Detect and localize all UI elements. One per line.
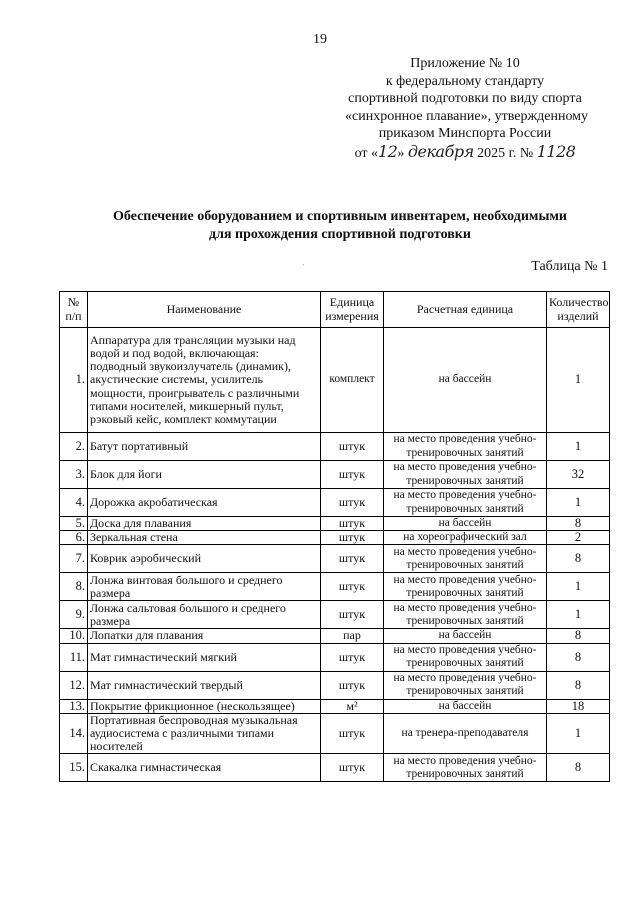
row-num: 5. — [60, 517, 88, 531]
page-number: 19 — [313, 32, 327, 47]
table-row — [60, 573, 610, 601]
row-qty: 1 — [547, 433, 610, 461]
row-calc: на место проведения учебно-тренировочных занятий — [384, 489, 547, 517]
row-calc: на бассейн — [384, 629, 547, 643]
row-name: Дорожка акробатическая — [88, 489, 321, 517]
row-qty: 1 — [547, 489, 610, 517]
row-num: 8. — [60, 573, 88, 601]
appendix-line-2: к федеральному стандарту — [385, 73, 545, 89]
document-title — [60, 208, 620, 244]
row-num: 6. — [60, 531, 88, 545]
table-row — [60, 433, 610, 461]
row-num: 10. — [60, 629, 88, 643]
header-num: № п/п — [60, 292, 88, 328]
row-qty: 2 — [547, 531, 610, 545]
row-num: 1. — [60, 328, 88, 433]
table-row — [60, 629, 610, 643]
row-qty: 8 — [547, 517, 610, 531]
row-unit: штук — [321, 671, 384, 699]
row-num: 4. — [60, 489, 88, 517]
table-row — [60, 517, 610, 531]
scan-speck: ´ — [302, 263, 305, 272]
table-row — [60, 531, 610, 545]
table-label: Таблица № 1 — [531, 259, 608, 274]
row-qty: 1 — [547, 573, 610, 601]
row-name: Покрытие фрикционное (нескользящее) — [88, 699, 321, 713]
appendix-block — [345, 55, 589, 162]
row-name: Скакалка гимнастическая — [88, 754, 321, 782]
row-name: Аппаратура для трансляции музыки над водой и под водой, включающая: подводный звукоизлучатель (динамик), акустические системы, усилитель мощности, проигрыватель с различными типами носителей, микшерный пульт, рэковый кейс, комплект коммутации — [88, 328, 321, 433]
order-date-line — [345, 143, 585, 163]
row-qty: 18 — [547, 699, 610, 713]
header-qty: Количество изделий — [547, 292, 610, 328]
row-unit: штук — [321, 517, 384, 531]
row-name: Лопатки для плавания — [88, 629, 321, 643]
row-unit: штук — [321, 601, 384, 629]
row-calc: на бассейн — [384, 699, 547, 713]
row-unit: штук — [321, 713, 384, 754]
row-unit: комплект — [321, 328, 384, 433]
row-num: 15. — [60, 754, 88, 782]
title-line-2: для прохождения спортивной подготовки — [209, 227, 471, 242]
row-calc: на бассейн — [384, 517, 547, 531]
header-unit: Единица измерения — [321, 292, 384, 328]
equipment-table — [59, 291, 610, 782]
title-line-1: Обеспечение оборудованием и спортивным инвентарем, необходимыми — [113, 209, 567, 224]
row-calc: на хореографический зал — [384, 531, 547, 545]
table-row — [60, 489, 610, 517]
row-calc: на место проведения учебно-тренировочных занятий — [384, 461, 547, 489]
date-suffix: 2025 г. № — [477, 145, 534, 161]
row-name: Батут портативный — [88, 433, 321, 461]
row-qty: 8 — [547, 545, 610, 573]
row-name: Зеркальная стена — [88, 531, 321, 545]
row-num: 3. — [60, 461, 88, 489]
table-row — [60, 699, 610, 713]
appendix-line-3: спортивной подготовки по виду спорта — [348, 91, 582, 106]
row-unit: пар — [321, 629, 384, 643]
row-num: 13. — [60, 699, 88, 713]
row-qty: 8 — [547, 754, 610, 782]
row-calc: на место проведения учебно-тренировочных занятий — [384, 433, 547, 461]
table-row — [60, 713, 610, 754]
row-num: 2. — [60, 433, 88, 461]
row-num: 9. — [60, 601, 88, 629]
row-calc: на место проведения учебно-тренировочных занятий — [384, 545, 547, 573]
row-qty: 1 — [547, 601, 610, 629]
handwritten-month: декабря — [407, 141, 474, 161]
row-name: Лонжа винтовая большого и среднего размера — [88, 573, 321, 601]
date-prefix: от « — [354, 145, 378, 161]
row-unit: штук — [321, 461, 384, 489]
row-calc: на место проведения учебно-тренировочных занятий — [384, 671, 547, 699]
row-name: Портативная беспроводная музыкальная аудиосистема с различными типами носителей — [88, 713, 321, 754]
appendix-line-5: приказом Минспорта России — [378, 126, 552, 141]
table-row — [60, 461, 610, 489]
row-unit: штук — [321, 754, 384, 782]
row-name: Коврик аэробический — [88, 545, 321, 573]
date-mid: » — [397, 145, 405, 161]
row-qty: 8 — [547, 643, 610, 671]
row-calc: на место проведения учебно-тренировочных занятий — [384, 573, 547, 601]
row-calc: на место проведения учебно-тренировочных занятий — [384, 754, 547, 782]
row-calc: на тренера-преподавателя — [384, 713, 547, 754]
header-calc: Расчетная единица — [384, 292, 547, 328]
table-row — [60, 643, 610, 671]
row-unit: штук — [321, 573, 384, 601]
row-name: Мат гимнастический твердый — [88, 671, 321, 699]
row-unit: штук — [321, 489, 384, 517]
row-qty: 1 — [547, 713, 610, 754]
row-num: 14. — [60, 713, 88, 754]
row-qty: 8 — [547, 629, 610, 643]
row-unit: штук — [321, 643, 384, 671]
appendix-line-4: «синхронное плавание», утвержденному — [345, 108, 589, 124]
table-row — [60, 545, 610, 573]
row-num: 12. — [60, 671, 88, 699]
handwritten-day: 12 — [378, 141, 398, 161]
row-name: Блок для йоги — [88, 461, 321, 489]
row-unit: штук — [321, 433, 384, 461]
row-unit: штук — [321, 545, 384, 573]
row-qty: 1 — [547, 328, 610, 433]
header-name: Наименование — [88, 292, 321, 328]
row-name: Мат гимнастический мягкий — [88, 643, 321, 671]
table-row — [60, 601, 610, 629]
row-qty: 32 — [547, 461, 610, 489]
table-row — [60, 671, 610, 699]
row-unit: м² — [321, 699, 384, 713]
table-row — [60, 754, 610, 782]
table-row — [60, 328, 610, 433]
row-calc: на место проведения учебно-тренировочных занятий — [384, 643, 547, 671]
row-num: 11. — [60, 643, 88, 671]
handwritten-order-number: 1128 — [536, 141, 576, 161]
row-num: 7. — [60, 545, 88, 573]
row-qty: 8 — [547, 671, 610, 699]
table-header-row — [60, 292, 610, 328]
row-name: Лонжа сальтовая большого и среднего размера — [88, 601, 321, 629]
appendix-line-1: Приложение № 10 — [410, 56, 520, 71]
row-name: Доска для плавания — [88, 517, 321, 531]
row-calc: на бассейн — [384, 328, 547, 433]
row-unit: штук — [321, 531, 384, 545]
row-calc: на место проведения учебно-тренировочных занятий — [384, 601, 547, 629]
